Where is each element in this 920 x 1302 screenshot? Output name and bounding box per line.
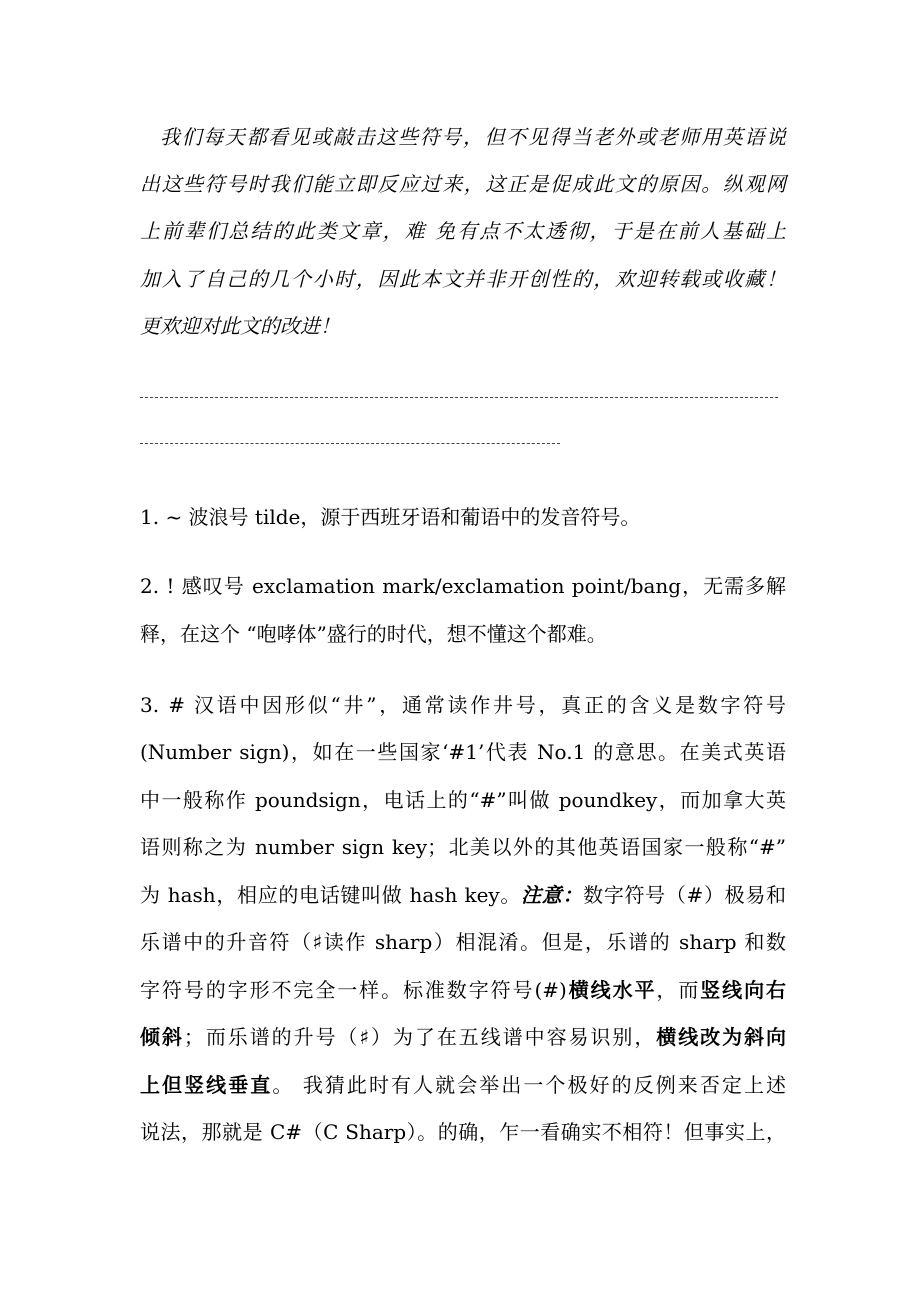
text-line: 上前辈们总结的此类文章，难 免有点不太透彻，于是在前人基础上 bbox=[140, 219, 786, 243]
text-line: 说法，那就是 C#（C Sharp）。的确，乍一看确实不相符！但事实上， bbox=[140, 1120, 786, 1144]
text-line: 中一般称作 poundsign，电话上的“#”叫做 poundkey，而加拿大英 bbox=[140, 788, 786, 812]
text-line bbox=[140, 1070, 786, 1100]
text-segment: 为 hash，相应的电话键叫做 hash key。 bbox=[140, 883, 522, 907]
text-line: 更欢迎对此文的改进！ bbox=[140, 314, 340, 338]
bold-segment: 上但竖线垂直 bbox=[140, 1073, 273, 1097]
bold-segment: 倾斜 bbox=[140, 1025, 184, 1049]
bold-segment: 竖线向右 bbox=[700, 978, 787, 1002]
text-segment: 。 我猜此时有人就会举出一个极好的反例来否定上述 bbox=[272, 1073, 787, 1097]
text-segment: ，而 bbox=[656, 978, 701, 1002]
text-line: 加入了自己的几个小时，因此本文并非开创性的，欢迎转载或收藏！ bbox=[140, 267, 786, 291]
text-line: 我们每天都看见或敲击这些符号，但不见得当老外或老师用英语说 bbox=[160, 125, 786, 149]
text-line: 1. ~ 波浪号 tilde，源于西班牙语和葡语中的发音符号。 bbox=[140, 505, 641, 529]
text-line: 2. ! 感叹号 exclamation mark/exclamation point/bang，无需多解 bbox=[140, 574, 786, 598]
bold-segment: 横线改为斜向 bbox=[656, 1025, 787, 1049]
text-segment: 数字符号（#）极易和 bbox=[583, 883, 787, 907]
text-line bbox=[140, 975, 786, 1005]
text-line: (Number sign)，如在一些国家‘#1’代表 No.1 的意思。在美式英语 bbox=[140, 740, 786, 764]
text-line: 乐谱中的升音符（♯读作 sharp）相混淆。但是，乐谱的 sharp 和数 bbox=[140, 930, 786, 954]
text-segment: 字符号的字形不完全一样。标准数字符号(#) bbox=[140, 978, 567, 1002]
text-segment: ；而乐谱的升号（♯）为了在五线谱中容易识别， bbox=[183, 1025, 657, 1049]
text-line bbox=[140, 880, 786, 910]
text-line: 语则称之为 number sign key；北美以外的其他英语国家一般称“#” bbox=[140, 835, 786, 859]
note-label: 注意： bbox=[521, 883, 584, 907]
text-line: 释，在这个 “咆哮体”盛行的时代，想不懂这个都难。 bbox=[140, 622, 607, 646]
text-line: 出这些符号时我们能立即反应过来，这正是促成此文的原因。纵观网 bbox=[140, 172, 786, 196]
text-line bbox=[140, 1022, 786, 1052]
bold-segment: 横线水平 bbox=[566, 978, 657, 1002]
separator-line bbox=[140, 397, 778, 400]
text-line: 3. # 汉语中因形似“井”，通常读作井号，真正的含义是数字符号 bbox=[140, 693, 786, 717]
separator-line bbox=[140, 443, 560, 446]
